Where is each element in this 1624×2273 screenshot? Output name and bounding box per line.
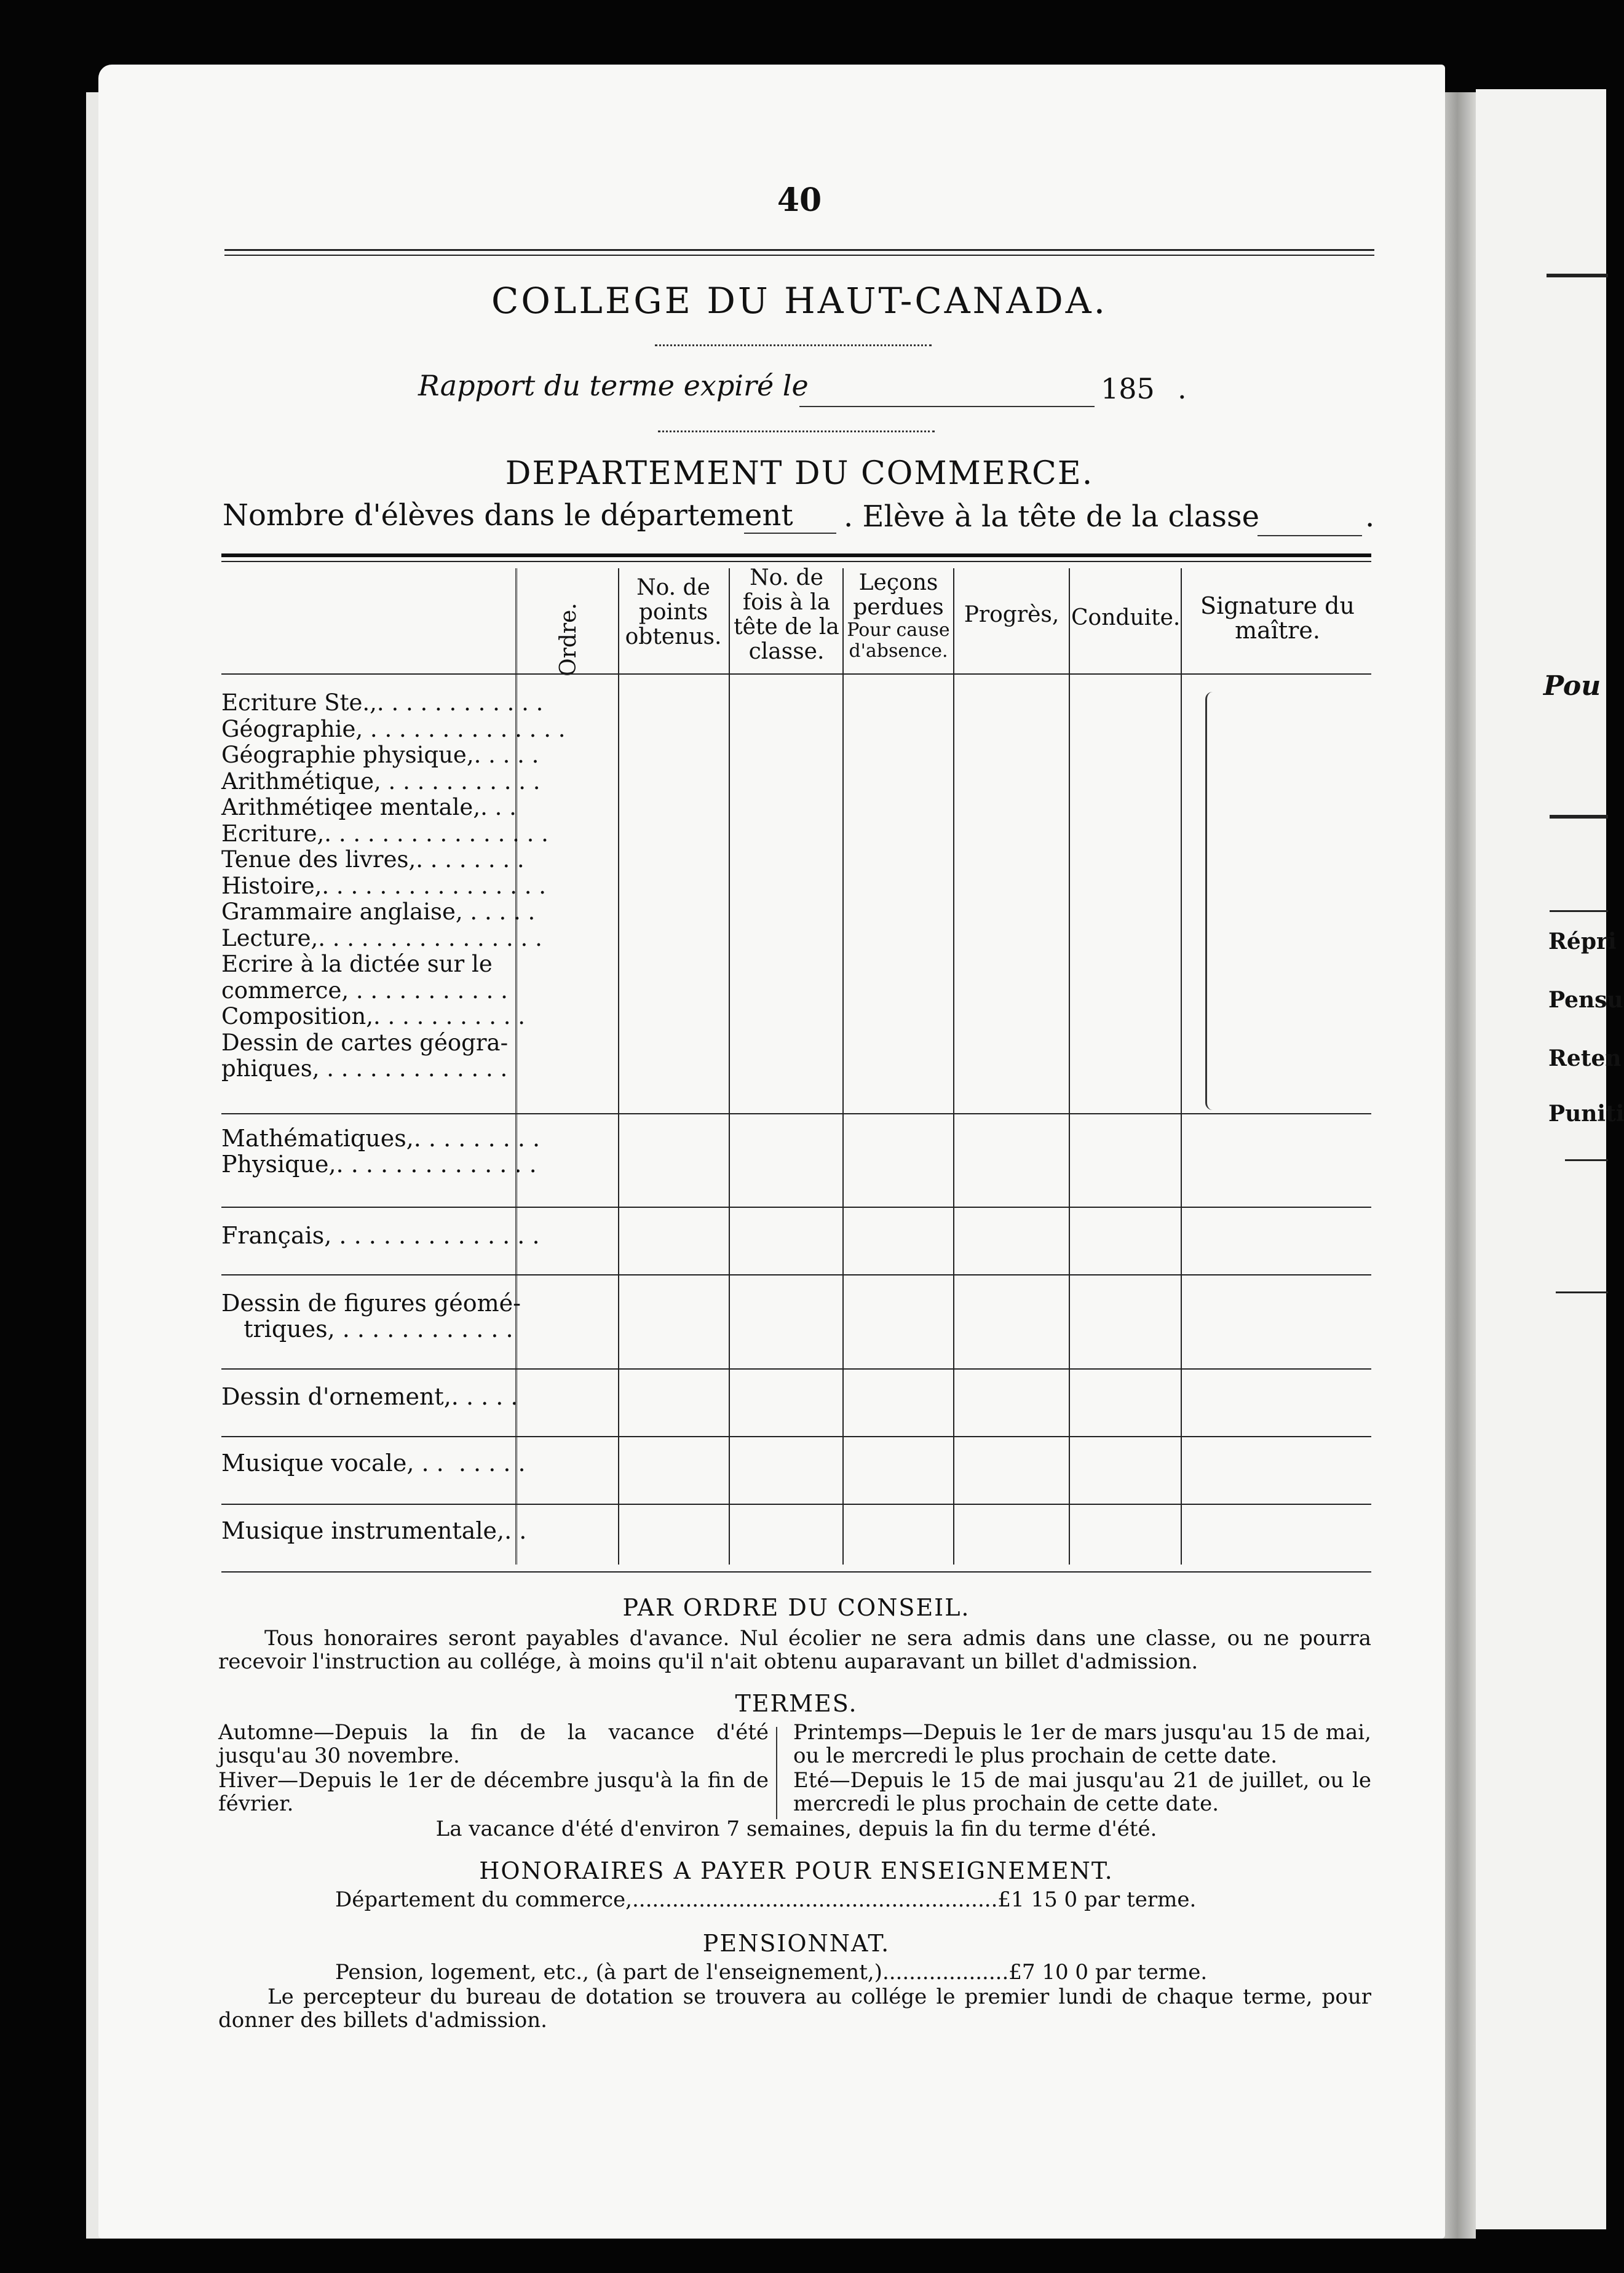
facing-rule — [1565, 1159, 1608, 1161]
col-signature: Signature du maître. — [1200, 592, 1355, 644]
pensionnat-title: PENSIONNAT. — [702, 1930, 890, 1957]
subject-item: Géographie physique,. . . . . — [221, 742, 539, 768]
conseil-title: PAR ORDRE DU CONSEIL. — [622, 1594, 970, 1621]
facing-rule — [1550, 815, 1608, 819]
department-heading: DEPARTEMENT DU COMMERCE. — [505, 455, 1094, 492]
col-ordre: Ordre. — [555, 603, 581, 676]
facing-label: Pensu — [1548, 987, 1623, 1013]
report-table — [221, 553, 1371, 1581]
subject-item: Dessin de cartes géogra- — [221, 1029, 509, 1056]
rapport-year: 185 — [1101, 372, 1155, 405]
facing-rule — [1547, 274, 1608, 277]
subject-item: Lecture,. . . . . . . . . . . . . . . . — [221, 924, 542, 951]
col-conduite: Conduite. — [1071, 605, 1181, 630]
term-printemps: Printemps—Depuis le 1er de mars jusqu'au 15 de mai, ou le mercredi le plus prochain de cette date. — [793, 1720, 1371, 1768]
col-lecons-sub: Pour cause d'absence. — [847, 619, 950, 662]
rapport-date-blank[interactable] — [799, 406, 1095, 407]
col-tete: No. de fois à la tête de la classe. — [734, 565, 839, 664]
conseil-text: Tous honoraires seront payables d'avance. Nul écolier ne sera admis dans une classe, ou ne pourra recevoir l'instruction au collége, à moins qu'il n'ait obtenu auparavant un billet d'admission. — [218, 1626, 1371, 1674]
term-automne: Automne—Depuis la fin de la vacance d'été jusqu'au 30 novembre. — [218, 1720, 769, 1768]
row-musique-instrumentale: Musique instrumentale,. . — [221, 1517, 527, 1544]
subject-item: phiques, . . . . . . . . . . . . . — [221, 1055, 508, 1082]
eleve-blank[interactable] — [1258, 535, 1362, 536]
facing-label: Puniti — [1548, 1101, 1624, 1127]
subject-item: Arithmétiqee mentale,. . . — [221, 794, 517, 820]
facing-page — [1476, 89, 1624, 2229]
subject-item: Histoire,. . . . . . . . . . . . . . . . — [221, 872, 547, 899]
row-dessin-figures: Dessin de figures géomé- triques, . . . . . . . . . . . . — [221, 1290, 521, 1343]
subject-item: Ecrire à la dictée sur le — [221, 951, 493, 977]
facing-heading: Pou — [1543, 670, 1601, 702]
termes-divider — [776, 1727, 777, 1819]
facing-rule — [1556, 1291, 1608, 1293]
vacance-note: La vacance d'été d'environ 7 semaines, depuis la fin du terme d'été. — [435, 1817, 1157, 1841]
ornament-rule — [655, 338, 932, 346]
document-title: COLLEGE DU HAUT-CANADA. — [491, 280, 1108, 322]
subject-item: Grammaire anglaise, . . . . . — [221, 898, 536, 925]
row-dessin-ornement: Dessin d'ornement,. . . . . — [221, 1383, 518, 1410]
col-progres: Progrès, — [964, 602, 1060, 627]
subject-item: Ecriture,. . . . . . . . . . . . . . . . — [221, 820, 549, 847]
nombre-blank[interactable] — [744, 533, 836, 534]
honoraires-line: Département du commerce,.......................................................£1 15 0 par terme. — [335, 1887, 1197, 1912]
pension-line: Pension, logement, etc., (à part de l'enseignement,)...................£7 10 0 par terme. — [335, 1960, 1208, 1985]
facing-label: Reten — [1548, 1045, 1622, 1071]
rapport-label: Rapport du terme expiré le — [418, 369, 809, 402]
subject-item: Arithmétique, . . . . . . . . . . . — [221, 768, 541, 795]
subject-item: Composition,. . . . . . . . . . . — [221, 1003, 526, 1029]
eleve-label: . Elève à la tête de la classe — [844, 499, 1259, 534]
col-lecons: Leçons perdues — [853, 570, 944, 620]
signature-brace — [1205, 692, 1218, 1110]
subject-list — [221, 689, 566, 1082]
nombre-label: Nombre d'élèves dans le département — [223, 498, 793, 533]
page-number: 40 — [777, 181, 822, 219]
header-rule — [224, 249, 1374, 256]
col-points: No. de points obtenus. — [625, 575, 722, 649]
term-hiver: Hiver—Depuis le 1er de décembre jusqu'à la fin de février. — [218, 1768, 769, 1816]
honoraires-title: HONORAIRES A PAYER POUR ENSEIGNEMENT. — [479, 1857, 1114, 1884]
termes-title: TERMES. — [735, 1690, 858, 1717]
row-francais: Français, . . . . . . . . . . . . . . — [221, 1222, 540, 1249]
percepteur-note: Le percepteur du bureau de dotation se trouvera au collége le premier lundi de chaque terme, pour donner des billets d'admission. — [218, 1985, 1371, 2033]
rapport-trailing: . — [1178, 372, 1187, 405]
subject-item: Géographie, . . . . . . . . . . . . . . — [221, 715, 566, 742]
row-mathematiques: Mathématiques,. . . . . . . . . Physique,. . . . . . . . . . . . . . — [221, 1125, 541, 1178]
subject-item: Ecriture Ste.,. . . . . . . . . . . . — [221, 689, 544, 716]
facing-label: Répri — [1548, 929, 1617, 954]
subject-item: commerce, . . . . . . . . . . . — [221, 977, 508, 1004]
eleve-trailing: . — [1365, 499, 1375, 534]
subject-item: Tenue des livres,. . . . . . . . — [221, 846, 525, 873]
ornament-rule — [658, 424, 935, 432]
row-musique-vocale: Musique vocale, . . . . . . . — [221, 1450, 526, 1477]
facing-rule — [1550, 910, 1608, 912]
term-ete: Eté—Depuis le 15 de mai jusqu'au 21 de juillet, ou le mercredi le plus prochain de cette date. — [793, 1768, 1371, 1816]
